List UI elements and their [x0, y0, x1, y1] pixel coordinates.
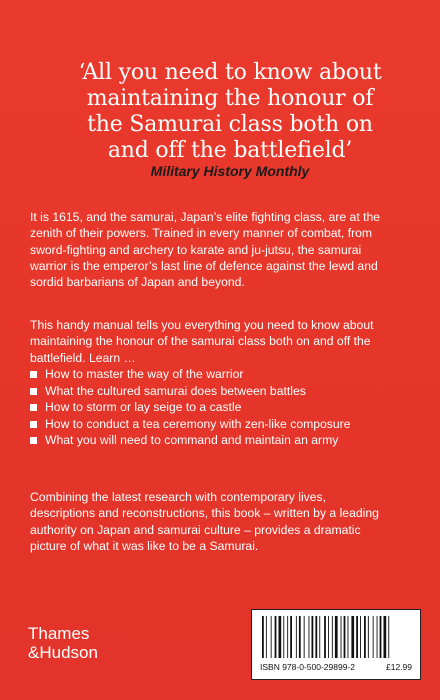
barcode-bar [262, 616, 264, 658]
barcode-bar [290, 616, 292, 658]
barcode-bar [271, 616, 272, 658]
barcode-bar [266, 616, 267, 658]
barcode-label [251, 609, 421, 680]
barcode-bar [283, 616, 284, 658]
list-item: How to storm or lay seige to a castle [30, 399, 400, 416]
barcode-bar [364, 616, 366, 658]
barcode-bar [328, 616, 329, 658]
pull-quote [60, 60, 400, 164]
barcode-bar [360, 616, 361, 658]
barcode-bar [319, 616, 320, 658]
list-item: How to master the way of the warrior [30, 366, 400, 383]
barcode-bar [304, 616, 305, 658]
isbn-number: ISBN 978-0-500-29899-2 [260, 662, 355, 672]
barcode-bar [341, 616, 342, 658]
barcode-bar [275, 616, 277, 658]
quote-line: the Samurai class both on [87, 112, 373, 137]
blurb-paragraph-intro: It is 1615, and the samurai, Japan’s elite fighting class, are at the zenith of their powers. Trained in every manner of combat, from sword-fighting and archery to karate and ju-jutsu, the samurai warrior is the emperor’s last line of defence against the lewd and sordid barbarians of Japan and beyond. [30, 210, 381, 290]
list-item: What you will need to command and maintain an army [30, 432, 400, 449]
barcode-bar [344, 616, 346, 658]
barcode-bar [356, 616, 358, 658]
list-item: How to conduct a tea ceremony with zen-like composure [30, 416, 400, 433]
barcode-bar [312, 616, 314, 658]
publisher-name-line: &Hudson [28, 643, 98, 662]
barcode-bar [373, 616, 374, 658]
barcode-bar [348, 616, 349, 658]
square-bullet-icon [30, 388, 37, 395]
publisher-name-line: Thames [28, 624, 90, 643]
barcode-bar [368, 616, 369, 658]
barcode-bar [309, 616, 310, 658]
feature-list [30, 366, 400, 449]
barcode-icon [260, 616, 412, 658]
square-bullet-icon [30, 437, 37, 444]
barcode-bar [380, 616, 382, 658]
quote-source: Military History Monthly [150, 163, 310, 179]
barcode-bar [299, 616, 301, 658]
barcode-bar [335, 616, 338, 658]
barcode-bar [287, 616, 288, 658]
square-bullet-icon [30, 421, 37, 428]
barcode-bar [279, 616, 282, 658]
quote-line: maintaining the honour of [86, 86, 374, 111]
price: £12.99 [386, 662, 412, 672]
barcode-bar [377, 616, 378, 658]
quote-line: ‘All you need to know about [78, 60, 382, 85]
barcode-bar [332, 616, 333, 658]
barcode-bar [324, 616, 326, 658]
blurb-paragraph-closing: Combining the latest research with contemporary lives, descriptions and reconstructions, this book – written by a leading authority on Japan and samurai culture – provides a dramatic picture of what it was like to be a Samurai. [30, 490, 379, 553]
square-bullet-icon [30, 404, 37, 411]
quote-line: and off the battlefield’ [107, 138, 353, 163]
barcode-bar [388, 616, 389, 658]
barcode-bar [384, 616, 387, 658]
barcode-bar [315, 616, 317, 658]
barcode-bar [351, 616, 354, 658]
blurb-paragraph-manual: This handy manual tells you everything you need to know about maintaining the honour of the samurai class both on and off the battlefield. Learn … [30, 318, 374, 365]
square-bullet-icon [30, 371, 37, 378]
publisher-logo [28, 624, 98, 662]
list-item: What the cultured samurai does between battles [30, 383, 400, 400]
barcode-bar [296, 616, 297, 658]
